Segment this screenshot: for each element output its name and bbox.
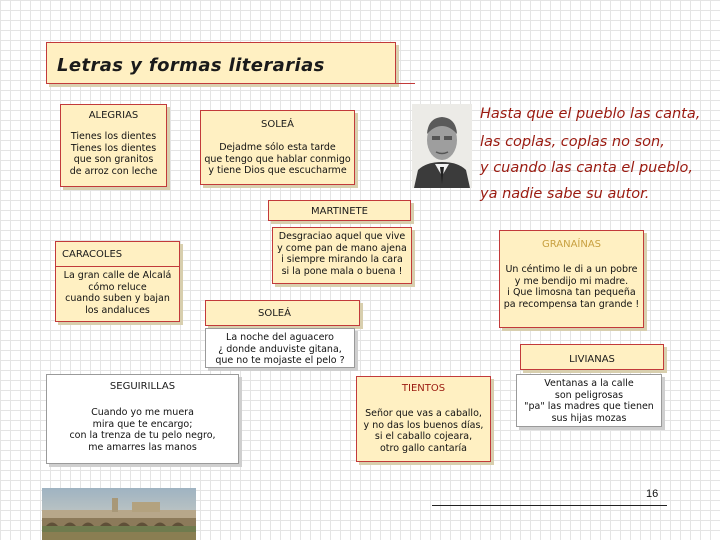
label-solea-1: SOLEÁ [261,119,294,130]
label-livianas: LIVIANAS [569,354,615,365]
title-underline [46,83,415,84]
verse-seguirillas: Cuando yo me muera mira que te encargo; con la trenza de tu pelo negro, me amarres las manos [69,407,216,453]
label-granainas: GRANAÍNAS [541,239,602,250]
box-livianas-verse [516,374,662,427]
box-seguirillas [46,374,239,464]
page-number-rule [432,505,667,506]
label-tientos: TIENTOS [401,383,446,394]
verse-solea-1: Dejadme sólo esta tarde que tengo que hablar conmigo y tiene Dios que escucharme [204,142,351,176]
city-bridge-photo [42,488,196,540]
box-caracoles-label [55,241,180,268]
box-livianas-label [520,344,664,370]
box-alegrias [60,104,167,187]
label-martinete: MARTINETE [311,206,368,217]
box-solea-2-verse [205,328,355,368]
label-seguirillas: SEGUIRILLAS [109,381,176,392]
label-alegrias: ALEGRIAS [88,110,139,121]
label-caracoles: CARACOLES [62,249,123,260]
quote-line-3: y cuando las canta el pueblo, [480,160,694,176]
verse-granainas: Un céntimo le di a un pobre y me bendijo mi madre. i Que limosna tan pequeña pa recompensa tan grande ! [503,264,640,310]
quote-line-4: ya nadie sabe su autor. [480,186,650,202]
box-tientos [356,376,491,462]
verse-martinete: Desgraciao aquel que vive y come pan de mano ajena i siempre mirando la cara si la pone mala o buena ! [277,231,407,277]
quote-line-1: Hasta que el pueblo las canta, [480,106,701,122]
verse-caracoles: La gran calle de Alcalá cómo reluce cuando suben y bajan los andaluces [63,270,172,316]
page-number: 16 [646,488,659,500]
label-solea-2: SOLEÁ [258,308,291,319]
slide-title: Letras y formas literarias [57,55,325,76]
quote-line-2: las coplas, coplas no son, [480,134,665,150]
box-solea-1 [200,110,355,185]
box-martinete-verse [272,227,412,284]
box-solea-2-label [205,300,360,326]
verse-solea-2: La noche del aguacero ¿ donde anduviste gitana, que no te mojaste el pelo ? [215,332,345,366]
box-granainas [499,230,644,328]
verse-tientos: Señor que vas a caballo, y no das los buenos días, si el caballo cojeara, otro gallo cantaría [363,408,484,454]
box-martinete-label [268,200,411,221]
box-caracoles-verse [55,266,180,322]
verse-alegrias: Tienes los dientes Tienes los dientes que son granitos de arroz con leche [69,131,158,177]
title-box [46,42,396,84]
verse-livianas: Ventanas a la calle son peligrosas "pa" las madres que tienen sus hijas mozas [524,378,654,424]
author-portrait [412,104,472,188]
